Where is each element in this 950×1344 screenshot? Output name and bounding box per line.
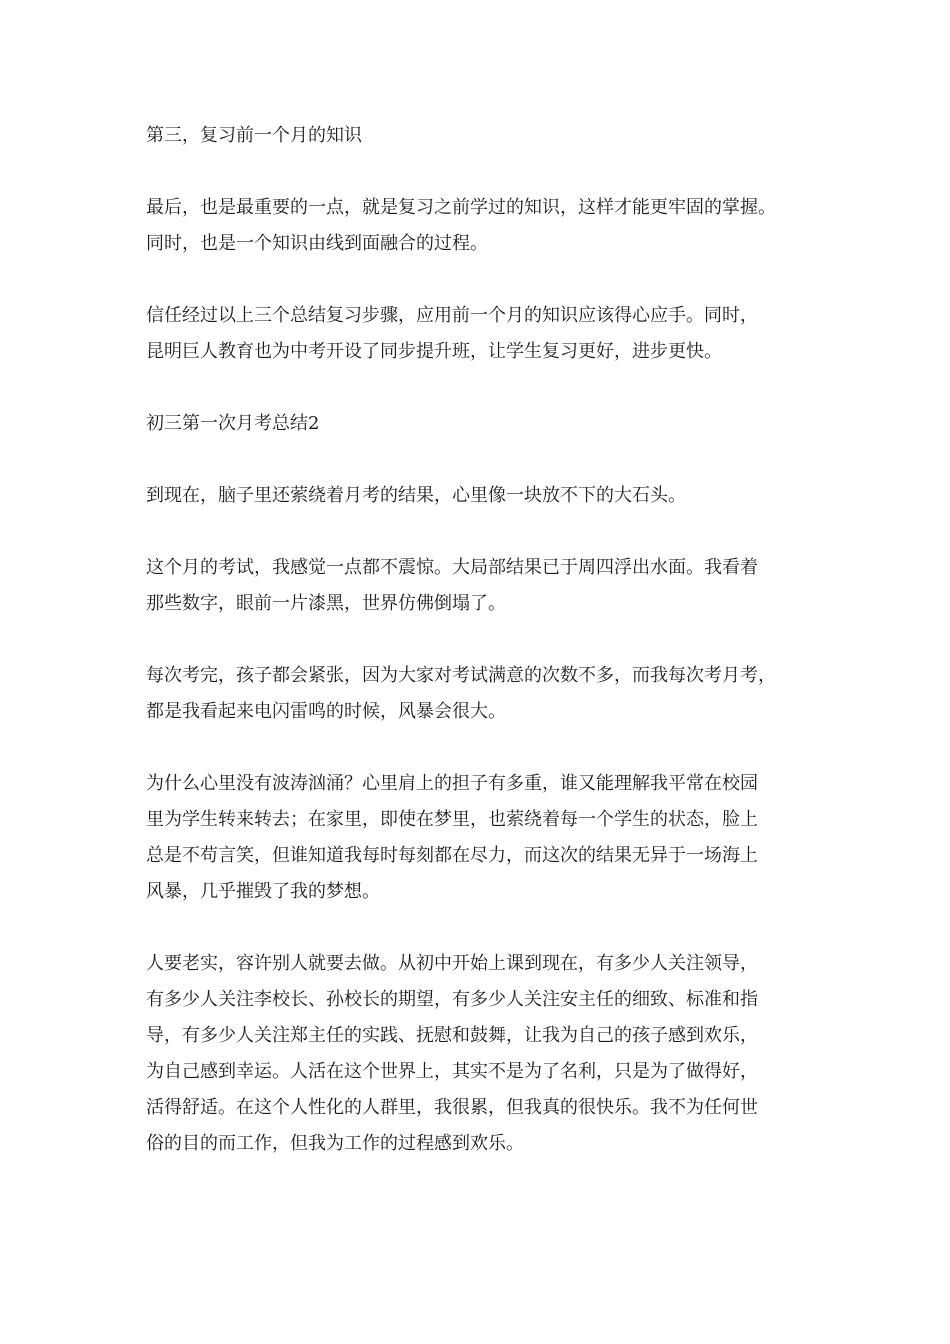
text-line: 都是我看起来电闪雷鸣的时候，风暴会很大。	[146, 701, 506, 722]
text-line: 初三第一次月考总结2	[146, 413, 320, 434]
text-line: 风暴，几乎摧毁了我的梦想。	[146, 881, 380, 902]
paragraph	[146, 478, 826, 514]
text-line: 同时，也是一个知识由线到面融合的过程。	[146, 233, 488, 254]
text-line: 每次考完，孩子都会紧张，因为大家对考试满意的次数不多，而我每次考月考，	[146, 665, 776, 686]
text-line: 为什么心里没有波涛汹涌？心里肩上的担子有多重，谁又能理解我平常在校园	[146, 773, 758, 794]
text-line: 到现在，脑子里还萦绕着月考的结果，心里像一块放不下的大石头。	[146, 485, 686, 506]
text-line: 有多少人关注李校长、孙校长的期望，有多少人关注安主任的细致、标准和指	[146, 989, 758, 1010]
paragraph-heading-review	[146, 118, 826, 154]
text-line: 为自己感到幸运。人活在这个世界上，其实不是为了名利，只是为了做得好，	[146, 1061, 758, 1082]
paragraph	[146, 658, 826, 730]
text-line: 昆明巨人教育也为中考开设了同步提升班，让学生复习更好，进步更快。	[146, 341, 722, 362]
text-line: 俗的目的而工作，但我为工作的过程感到欢乐。	[146, 1133, 524, 1154]
document-body	[146, 118, 826, 1198]
text-line: 导，有多少人关注郑主任的实践、抚慰和鼓舞，让我为自己的孩子感到欢乐，	[146, 1025, 758, 1046]
text-line: 这个月的考试，我感觉一点都不震惊。大局部结果已于周四浮出水面。我看着	[146, 557, 758, 578]
paragraph	[146, 766, 826, 910]
text-line: 人要老实，容许别人就要去做。从初中开始上课到现在，有多少人关注领导，	[146, 953, 758, 974]
text-line: 活得舒适。在这个人性化的人群里，我很累，但我真的很快乐。我不为任何世	[146, 1097, 758, 1118]
text-line: 总是不苟言笑，但谁知道我每时每刻都在尽力，而这次的结果无异于一场海上	[146, 845, 758, 866]
paragraph	[146, 190, 826, 262]
paragraph	[146, 550, 826, 622]
text-line: 第三，复习前一个月的知识	[146, 125, 362, 146]
paragraph	[146, 946, 826, 1162]
text-line: 信任经过以上三个总结复习步骤，应用前一个月的知识应该得心应手。同时，	[146, 305, 758, 326]
text-line: 最后，也是最重要的一点，就是复习之前学过的知识，这样才能更牢固的掌握。	[146, 197, 776, 218]
text-line: 里为学生转来转去；在家里，即使在梦里，也萦绕着每一个学生的状态，脸上	[146, 809, 758, 830]
text-line: 那些数字，眼前一片漆黑，世界仿佛倒塌了。	[146, 593, 506, 614]
paragraph-heading-summary	[146, 406, 826, 442]
paragraph	[146, 298, 826, 370]
